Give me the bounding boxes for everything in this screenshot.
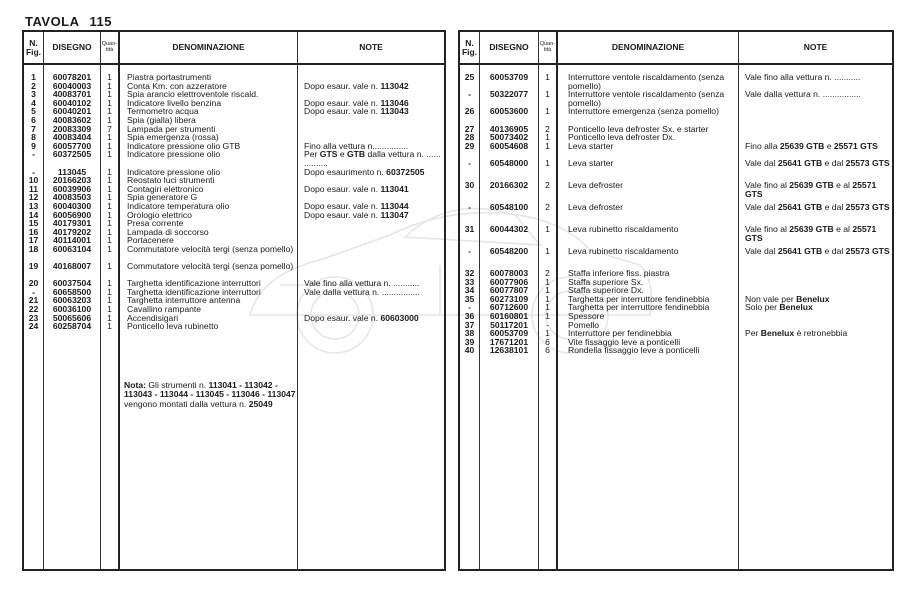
cell-disegno: 60712600 [489, 302, 529, 313]
cell-disegno: 60053709 [489, 328, 529, 339]
cell-den: Indicatore pressione olio [127, 149, 221, 160]
header-denominazione: DENOMINAZIONE [172, 42, 245, 53]
cell-fig: 14 [28, 209, 39, 220]
cell-note: Dopo esaur. vale n. 113047 [304, 209, 409, 220]
cell-fig: 12 [28, 192, 39, 203]
cell-fig: - [468, 245, 471, 256]
cell-note: Dopo esaur. vale n. 60603000 [304, 312, 419, 323]
table-row [460, 181, 892, 203]
cell-fig: 35 [464, 293, 475, 304]
table-body [24, 73, 444, 331]
cell-qty: 1 [107, 295, 112, 306]
cell-fig: 21 [28, 295, 39, 306]
cell-den: Targhetta identificazione interruttori [127, 278, 261, 289]
cell-den: Pomello [568, 319, 600, 330]
cell-fig: 10 [28, 175, 39, 186]
cell-disegno: 40136905 [489, 123, 529, 134]
cell-disegno: 50322077 [489, 89, 529, 100]
cell-qty: 7 [107, 123, 112, 134]
cell-den: Accendisigari [127, 312, 179, 323]
cell-fig: 27 [464, 123, 475, 134]
cell-den: Reostato luci strumenti [127, 175, 215, 186]
cell-qty: 1 [107, 235, 112, 246]
cell-fig: 5 [31, 106, 36, 117]
footnote-text-2: vengono montati dalla vettura n. [124, 398, 249, 409]
cell-disegno: 60160801 [489, 310, 529, 321]
cell-fig: 37 [464, 319, 475, 330]
cell-fig: 1 [31, 72, 36, 82]
cell-fig: - [468, 201, 471, 212]
cell-den: Spia emergenza (rossa) [127, 132, 219, 143]
cell-den: Spia (gialla) libera [127, 114, 196, 125]
cell-qty: 6 [545, 345, 550, 356]
cell-note: Vale dalla vettura n. ................ [745, 89, 861, 100]
cell-qty: 1 [107, 286, 112, 297]
cell-fig: 19 [28, 261, 39, 272]
cell-den: Leva defroster [568, 201, 623, 212]
cell-disegno: 60258704 [52, 321, 92, 332]
cell-qty: 1 [107, 149, 112, 160]
cell-den: Indicatore livello benzina [127, 97, 222, 108]
cell-qty: 1 [107, 132, 112, 143]
cell-fig: 4 [31, 97, 36, 108]
cell-qty: 1 [545, 276, 550, 287]
parts-table-left [22, 30, 446, 571]
cell-disegno: 40083503 [52, 192, 92, 203]
cell-disegno: 60063104 [52, 243, 92, 254]
header-quantita: Quan- tità [539, 40, 556, 53]
cell-fig: 32 [464, 267, 475, 278]
title-number: 115 [89, 14, 112, 29]
cell-note: Dopo esaur. vale n. 113043 [304, 106, 409, 117]
cell-fig: 2 [31, 80, 36, 91]
cell-disegno: 20166302 [489, 179, 529, 190]
cell-qty: 1 [545, 140, 550, 151]
table-row [460, 90, 892, 107]
table-row [460, 346, 892, 355]
cell-note: Vale fino alla vettura n. ........... [304, 278, 420, 289]
cell-den: Portacenere [127, 235, 174, 246]
cell-disegno: 60040300 [52, 200, 92, 211]
cell-den: Interruttore ventole riscaldamento (senza pomello) [568, 72, 725, 91]
cell-qty: 1 [545, 89, 550, 100]
cell-disegno: 40083404 [52, 132, 92, 143]
cell-qty: 1 [107, 304, 112, 315]
cell-qty: 1 [107, 243, 112, 254]
cell-fig: 25 [464, 72, 475, 82]
cell-den: Lampada per strumenti [127, 123, 216, 134]
cell-fig: 13 [28, 200, 39, 211]
table-row [24, 262, 444, 279]
cell-disegno: 60057700 [52, 140, 92, 151]
cell-note: Dopo esaur. vale n. 113041 [304, 183, 409, 194]
cell-den: Interruttore ventole riscaldamento (senza pomello) [568, 89, 725, 108]
cell-fig: 6 [31, 114, 36, 125]
cell-den: Termometro acqua [127, 106, 199, 117]
cell-note: Vale fino al 25639 GTB e al 25571 GTS [745, 223, 877, 243]
table-row [24, 245, 444, 262]
cell-den: Spia arancio elettroventole riscald. [127, 89, 259, 100]
cell-note: Dopo esaurimento n. 60372505 [304, 166, 425, 177]
cell-disegno: 60053600 [489, 106, 529, 117]
cell-den: Targhetta per interruttore fendinebbia [568, 293, 710, 304]
cell-qty: 1 [107, 175, 112, 186]
cell-disegno: 40179301 [52, 218, 92, 229]
cell-qty: 1 [545, 132, 550, 143]
cell-note: Fino alla 25639 GTB e 25571 GTS [745, 140, 878, 151]
cell-qty: 1 [107, 209, 112, 220]
cell-fig: 33 [464, 276, 475, 287]
cell-den: Piastra portastrumenti [127, 72, 212, 82]
cell-qty: 1 [545, 302, 550, 313]
cell-qty: 1 [545, 293, 550, 304]
cell-qty: 2 [545, 123, 550, 134]
cell-den: Spia generatore G [127, 192, 198, 203]
cell-disegno: 60078003 [489, 267, 529, 278]
cell-den: Leva starter [568, 140, 614, 151]
table-row [460, 225, 892, 247]
cell-den: Leva starter [568, 157, 614, 168]
table-body [460, 73, 892, 355]
cell-disegno: 60063203 [52, 295, 92, 306]
cell-disegno: 60037504 [52, 278, 92, 289]
cell-disegno: 50065606 [52, 312, 92, 323]
cell-den: Indicatore pressione olio [127, 166, 221, 177]
cell-disegno: 60040102 [52, 97, 92, 108]
cell-fig: 23 [28, 312, 39, 323]
cell-qty: 1 [545, 245, 550, 256]
cell-fig: 28 [464, 132, 475, 143]
title-label: TAVOLA [25, 14, 80, 29]
cell-qty: 1 [107, 192, 112, 203]
cell-disegno: 60372505 [52, 149, 92, 160]
cell-den: Leva rubinetto riscaldamento [568, 223, 679, 234]
cell-qty: 1 [107, 140, 112, 151]
cell-den: Conta Km. con azzeratore [127, 80, 227, 91]
cell-fig: 34 [464, 285, 475, 296]
cell-den: Ponticello leva rubinetto [127, 321, 219, 332]
cell-qty: 1 [545, 106, 550, 117]
cell-fig: 15 [28, 218, 39, 229]
cell-disegno: 20083309 [52, 123, 92, 134]
cell-disegno: 50073402 [489, 132, 529, 143]
cell-disegno: 60077906 [489, 276, 529, 287]
header-note: NOTE [803, 42, 828, 53]
cell-note: Fino alla vettura n............... [304, 140, 409, 151]
table-row [460, 107, 892, 124]
cell-disegno: 60040201 [52, 106, 92, 117]
cell-den: Ponticello leva defroster Dx. [568, 132, 675, 143]
cell-qty: 1 [107, 97, 112, 108]
cell-disegno: 60056900 [52, 209, 92, 220]
cell-disegno: 50117201 [490, 319, 528, 330]
cell-qty: 1 [545, 72, 550, 82]
cell-den: Cavallino rampante [127, 304, 202, 315]
cell-note: Non vale per Benelux [745, 293, 830, 304]
cell-note: Vale fino alla vettura n. ........... [745, 72, 861, 82]
cell-fig: 24 [28, 321, 39, 332]
cell-fig: 9 [31, 140, 36, 151]
cell-disegno: 60078201 [52, 72, 92, 82]
cell-note: Vale dal 25641 GTB e dal 25573 GTS [745, 157, 890, 168]
cell-fig: 17 [28, 235, 39, 246]
cell-fig: 7 [31, 123, 36, 134]
footnote-text: Gli strumenti n. [145, 380, 209, 390]
cell-disegno: 60273109 [489, 293, 529, 304]
cell-qty: 2 [545, 179, 550, 190]
cell-qty: 1 [545, 310, 550, 321]
footnote-car-number: 25049 [248, 398, 273, 409]
cell-fig: 22 [28, 304, 39, 315]
cell-note: Vale fino al 25639 GTB e al 25571 GTS [745, 179, 877, 199]
cell-disegno: 60036100 [52, 304, 92, 315]
cell-qty: 1 [107, 166, 112, 177]
cell-fig: - [468, 89, 471, 100]
cell-disegno: 60040003 [52, 80, 92, 91]
table-row [24, 322, 444, 331]
cell-disegno: 60658500 [52, 286, 92, 297]
cell-qty: - [546, 319, 549, 330]
cell-disegno: 40114001 [53, 235, 91, 246]
table-row [460, 247, 892, 269]
cell-note: Per GTS e GTB dalla vettura n. ...... .......... [304, 149, 441, 168]
cell-den: Presa corrente [127, 218, 184, 229]
cell-disegno: 40083701 [52, 89, 92, 100]
cell-qty: 1 [107, 218, 112, 229]
cell-den: Staffa inferiore fiss. piastra [568, 267, 670, 278]
cell-note: Vale dal 25641 GTB e dal 25573 GTS [745, 201, 890, 212]
cell-qty: 1 [107, 200, 112, 211]
cell-qty: 1 [545, 223, 550, 234]
cell-disegno: 60039906 [52, 183, 92, 194]
cell-disegno: 113045 [57, 166, 87, 177]
cell-den: Leva defroster [568, 179, 623, 190]
cell-disegno: 60054608 [489, 140, 529, 151]
cell-qty: 1 [545, 328, 550, 339]
cell-note: Solo per Benelux [745, 302, 813, 313]
cell-note: Per Benelux è retronebbia [745, 328, 848, 339]
cell-fig: 29 [464, 140, 475, 151]
cell-fig: 31 [464, 223, 475, 234]
cell-fig: 38 [464, 328, 475, 339]
cell-den: Spessore [568, 310, 605, 321]
cell-den: Ponticello leva defroster Sx. e starter [568, 123, 709, 134]
cell-qty: 1 [107, 261, 112, 272]
table-row [460, 142, 892, 159]
table-header [460, 32, 892, 65]
page-title [25, 14, 112, 29]
cell-den: Staffa superiore Dx. [568, 285, 644, 296]
cell-fig: 3 [31, 89, 36, 100]
header-denominazione: DENOMINAZIONE [611, 42, 685, 53]
footnote-label: Nota: [124, 380, 146, 390]
cell-fig: 39 [464, 336, 475, 347]
cell-den: Lampada di soccorso [127, 226, 209, 237]
cell-disegno: 20166203 [52, 175, 92, 186]
header-disegno: DISEGNO [52, 42, 92, 53]
cell-note: Vale dalla vettura n. ................ [304, 286, 420, 297]
header-quantita: Quan- tità [101, 40, 118, 53]
cell-fig: 36 [464, 310, 475, 321]
cell-fig: 18 [28, 243, 39, 254]
cell-den: Targhetta interruttore antenna [127, 295, 241, 306]
cell-fig: - [32, 149, 35, 160]
cell-qty: 1 [107, 321, 112, 332]
cell-fig: - [468, 157, 471, 168]
cell-den: Targhetta identificazione interruttori [127, 286, 261, 297]
cell-disegno: 60548200 [489, 245, 529, 256]
cell-qty: 2 [545, 201, 550, 212]
header-fig: N. Fig. [25, 37, 42, 57]
cell-den: Interruttore per fendinebbia [568, 328, 672, 339]
cell-fig: 11 [28, 183, 39, 194]
cell-qty: 1 [545, 157, 550, 168]
cell-disegno: 60077807 [489, 285, 529, 296]
cell-qty: 1 [545, 285, 550, 296]
table-row [460, 73, 892, 90]
cell-fig: - [32, 166, 35, 177]
cell-note: Dopo esaur. vale n. 113046 [304, 97, 409, 108]
cell-den: Indicatore pressione olio GTB [127, 140, 241, 151]
cell-fig: 16 [28, 226, 39, 237]
footnote-numbers: 113041 - 113042 - 113043 - 113044 - 113045 - 113046 - 113047 [124, 380, 296, 400]
cell-qty: 1 [107, 183, 112, 194]
cell-fig: 30 [464, 179, 475, 190]
header-note: NOTE [359, 42, 383, 53]
cell-qty: 2 [545, 267, 550, 278]
header-fig: N. Fig. [461, 37, 478, 57]
cell-qty: 1 [107, 278, 112, 289]
table-row [460, 159, 892, 181]
cell-den: Vite fissaggio leve a ponticelli [568, 336, 681, 347]
cell-fig: 8 [31, 132, 36, 143]
cell-den: Staffa superiore Sx. [568, 276, 644, 287]
cell-qty: 1 [107, 226, 112, 237]
cell-den: Interruttore emergenza (senza pomello) [568, 106, 719, 117]
cell-qty: 1 [107, 114, 112, 125]
cell-note: Dopo esaur. vale n. 113042 [304, 80, 409, 91]
cell-qty: 1 [107, 106, 112, 117]
header-disegno: DISEGNO [489, 42, 529, 53]
cell-fig: 20 [28, 278, 39, 289]
footnote [124, 381, 296, 409]
cell-disegno: 60548000 [489, 157, 529, 168]
cell-fig: 40 [464, 345, 475, 356]
cell-disegno: 12638101 [489, 345, 529, 356]
cell-den: Commutatore velocità tergi (senza pomello) [127, 261, 294, 272]
cell-qty: 1 [107, 312, 112, 323]
table-header [24, 32, 444, 65]
cell-disegno: 40179202 [52, 226, 92, 237]
cell-note: Dopo esaur. vale n. 113044 [304, 200, 409, 211]
cell-fig: - [468, 302, 471, 313]
table-row [24, 150, 444, 167]
cell-den: Rondella fissaggio leve a ponticelli [568, 345, 700, 356]
cell-qty: 1 [107, 72, 112, 82]
cell-qty: 1 [107, 89, 112, 100]
cell-den: Commutatore velocità tergi (senza pomello) [127, 243, 294, 254]
cell-disegno: 60548100 [489, 201, 529, 212]
table-row [460, 203, 892, 225]
cell-den: Contagiri elettronico [127, 183, 204, 194]
cell-den: Orologio elettrico [127, 209, 192, 220]
cell-disegno: 60053709 [489, 72, 529, 82]
cell-den: Leva rubinetto riscaldamento [568, 245, 679, 256]
cell-disegno: 60044302 [489, 223, 529, 234]
cell-disegno: 40083602 [52, 114, 92, 125]
cell-qty: 6 [545, 336, 550, 347]
parts-table-right [458, 30, 894, 571]
cell-den: Targhetta per interruttore fendinebbia [568, 302, 710, 313]
cell-fig: 26 [464, 106, 475, 117]
cell-disegno: 40168007 [52, 261, 92, 272]
cell-disegno: 17671201 [489, 336, 529, 347]
cell-note: Vale dal 25641 GTB e dal 25573 GTS [745, 245, 890, 256]
cell-qty: 1 [107, 80, 112, 91]
cell-den: Indicatore temperatura olio [127, 200, 230, 211]
cell-fig: - [32, 286, 35, 297]
